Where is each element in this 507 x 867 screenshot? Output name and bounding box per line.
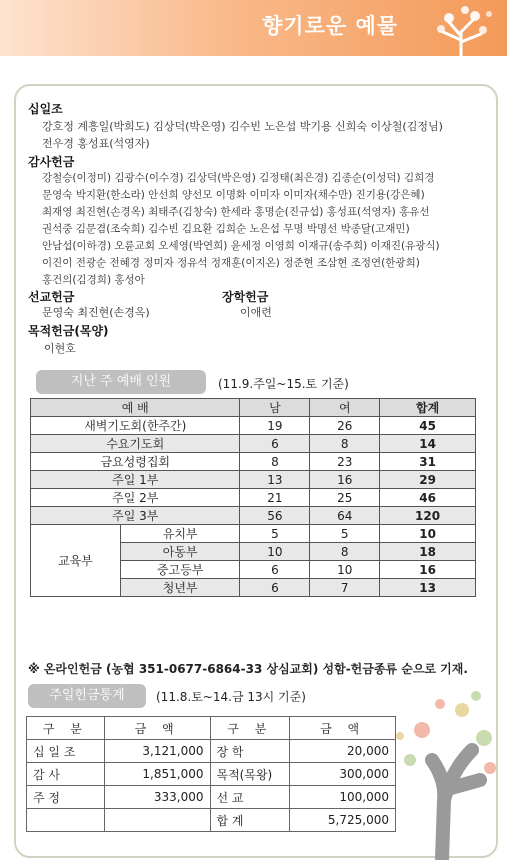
thanks-line: 이진이 전광순 전혜경 정미자 정유석 정재훈(이지온) 정준현 조삼현 조정연(한광희) bbox=[42, 257, 420, 269]
mission-names: 문영숙 최진현(손경옥) bbox=[42, 306, 150, 319]
tithe-line: 전우경 홍성표(석영자) bbox=[42, 137, 150, 150]
thanks-line: 문영숙 박지환(한소라) 안선희 양선모 이명화 이미자 이미자(채수만) 진기용(강은혜) bbox=[42, 189, 425, 201]
table-row: 수요기도회 6 8 14 bbox=[31, 435, 476, 453]
table-header-row bbox=[27, 717, 396, 740]
offering-table bbox=[26, 716, 396, 832]
header-female: 여 bbox=[310, 399, 380, 417]
table-row: 교육부 유치부 5 5 10 bbox=[31, 525, 476, 543]
mission-title: 선교헌금 bbox=[28, 290, 75, 304]
table-row: 합 계 5,725,000 bbox=[27, 809, 396, 832]
tithe-line: 강호정 계흥일(박희도) 김상덕(박은영) 김수빈 노은섭 박기용 신희숙 이상철(김정님) bbox=[42, 120, 443, 133]
thanks-line: 안남섭(이하경) 오륜교회 오세영(박연희) 윤세정 이영희 이재규(송주희) 이재진(유광식) bbox=[42, 240, 440, 252]
table-row: 새벽기도회(한주간) 19 26 45 bbox=[31, 417, 476, 435]
header-amount: 금 액 bbox=[104, 717, 210, 740]
table-row: 십 일 조 3,121,000 장 학 20,000 bbox=[27, 740, 396, 763]
table-row: 주일 2부 21 25 46 bbox=[31, 489, 476, 507]
header-banner bbox=[0, 0, 507, 56]
attendance-period: (11.9.주일~15.토 기준) bbox=[218, 377, 349, 391]
header-male: 남 bbox=[240, 399, 310, 417]
header-total: 합계 bbox=[380, 399, 476, 417]
header-category: 구 분 bbox=[27, 717, 105, 740]
header-category: 구 분 bbox=[210, 717, 290, 740]
table-row: 주일 3부 56 64 120 bbox=[31, 507, 476, 525]
tithe-title: 십일조 bbox=[28, 102, 63, 116]
tree-illustration bbox=[392, 690, 502, 860]
attendance-pill: 지난 주 예배 인원 bbox=[36, 370, 206, 394]
table-row: 중고등부 6 10 16 bbox=[31, 561, 476, 579]
thanks-line: 최재영 최진현(손경옥) 최태주(김창숙) 한세라 홍명순(진규섭) 홍성표(석영자) 홍유선 bbox=[42, 206, 430, 218]
header-service: 예 배 bbox=[31, 399, 240, 417]
thanks-line: 권석중 김문겸(조숙희) 김수빈 김요환 김희순 노은섭 무명 박명선 박종달(고재민) bbox=[42, 223, 410, 235]
pastor-names: 이현호 bbox=[44, 342, 76, 355]
attendance-table bbox=[30, 398, 476, 597]
offering-pill: 주일헌금통계 bbox=[28, 684, 146, 708]
table-row: 아동부 10 8 18 bbox=[31, 543, 476, 561]
table-row: 주 정 333,000 선 교 100,000 bbox=[27, 786, 396, 809]
online-offering-note: ※ 온라인헌금 (농협 351-0677-6864-33 상심교회) 성함-헌금종류 순으로 기재. bbox=[28, 662, 468, 676]
thanks-line: 홍건의(김경희) 홍성아 bbox=[42, 274, 145, 286]
thanks-line: 강철승(이정미) 김광수(이수경) 김상덕(박은영) 김정태(최은경) 김종순(이성덕) 김희경 bbox=[42, 172, 435, 184]
table-row: 금요성령집회 8 23 31 bbox=[31, 453, 476, 471]
table-row: 청년부 6 7 13 bbox=[31, 579, 476, 597]
scholarship-title: 장학헌금 bbox=[222, 290, 269, 304]
thanks-names bbox=[42, 170, 492, 289]
page-title: 향기로운 예물 bbox=[262, 14, 399, 38]
offering-period: (11.8.토~14.금 13시 기준) bbox=[156, 690, 306, 704]
edu-label: 교육부 bbox=[31, 525, 121, 597]
table-row: 주일 1부 13 16 29 bbox=[31, 471, 476, 489]
pastor-title: 목적헌금(목양) bbox=[28, 324, 109, 338]
scholarship-names: 이애련 bbox=[240, 306, 272, 319]
header-amount: 금 액 bbox=[290, 717, 396, 740]
tithe-names bbox=[42, 118, 492, 152]
thanks-title: 감사헌금 bbox=[28, 155, 75, 169]
table-header-row bbox=[31, 399, 476, 417]
tree-illustration bbox=[421, 2, 501, 56]
table-row: 감 사 1,851,000 목적(목왕) 300,000 bbox=[27, 763, 396, 786]
